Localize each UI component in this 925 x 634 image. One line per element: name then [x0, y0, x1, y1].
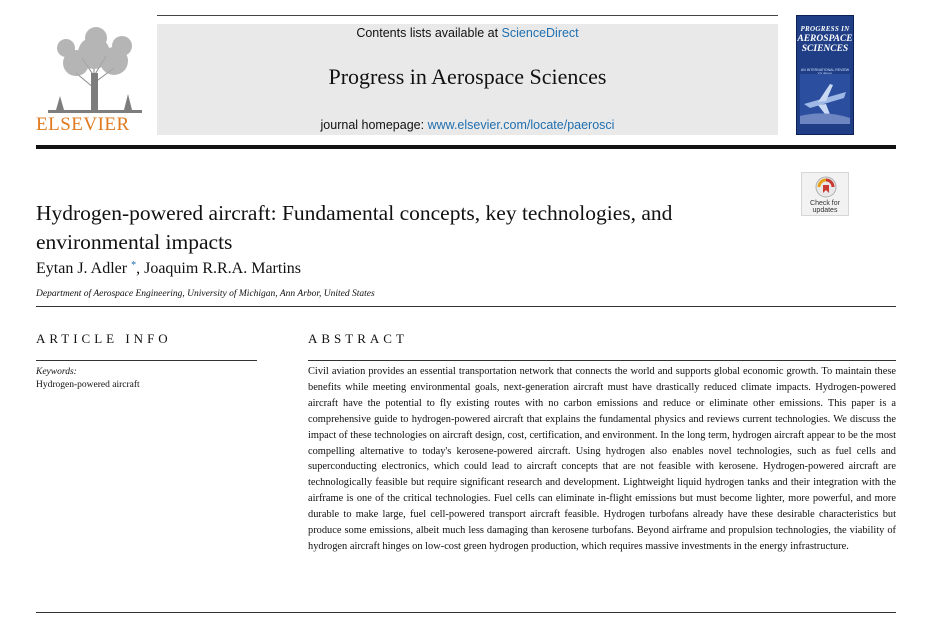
masthead-top-rule: [157, 15, 778, 16]
keyword-item: Hydrogen-powered aircraft: [36, 380, 140, 390]
abstract-rule: [308, 360, 896, 361]
check-for-updates-badge[interactable]: [801, 172, 849, 216]
author-martins[interactable]: Joaquim R.R.A. Martins: [144, 260, 301, 277]
author-adler[interactable]: Eytan J. Adler: [36, 260, 128, 277]
cover-aircraft-icon: [800, 74, 850, 124]
author-separator: ,: [136, 260, 145, 277]
cover-title-line2: AEROSPACE: [797, 34, 853, 44]
abstract-body: Civil aviation provides an essential transportation network that connects the world and supports global economic growth. To maintain these benefits while meeting environmental goals, next-generation aircraft must have drastically reduced climate impacts. Hydrogen-powered aircraft have the potential to fly existing routes with no carbon emissions and reduce or eliminate other emissions. This paper is a comprehensive guide to hydrogen-powered aircraft that explains the fundamental physics and reviews current technologies. We discuss the impact of these technologies on aircraft design, cost, certification, and environment. In the long term, hydrogen aircraft appear to be the most compelling alternative to today's kerosene-powered aircraft. Using hydrogen also enables novel technologies, such as fuel cells and superconducting electronics, which could lead to aircraft concepts that are not feasible with kerosene. Hydrogen-powered aircraft are technologically feasible but require significant research and development. Lightweight liquid hydrogen tanks and their integration with the airframe is one of the critical technologies. Fuel cells can eliminate in-flight emissions but must become lighter, more powerful, and more durable to make large, fuel cell-powered transport aircraft feasible. Hydrogen turbofans already have these desirable characteristics but produce some emissions, albeit much less damaging than kerosene turbofans. Beyond airframe and propulsion technologies, the viability of hydrogen aircraft hinges on low-cost green hydrogen production, which requires massive investments in the energy infrastructure.: [308, 366, 896, 552]
badge-line2: updates: [812, 207, 838, 214]
badge-line1: Check for: [810, 200, 840, 207]
cover-title-line1: PROGRESS IN: [800, 25, 850, 33]
homepage-prefix: journal homepage:: [320, 118, 428, 132]
article-info-rule: [36, 360, 257, 361]
check-for-updates-icon: [815, 176, 837, 198]
abstract-bottom-rule: [36, 612, 896, 613]
header-divider: [36, 145, 896, 149]
sciencedirect-link[interactable]: ScienceDirect: [501, 26, 579, 40]
cover-subtitle: AN INTERNATIONAL REVIEW: [800, 68, 850, 72]
journal-title: Progress in Aerospace Sciences: [328, 64, 607, 89]
cover-title: [797, 24, 853, 54]
abstract-heading: ABSTRACT: [308, 331, 408, 346]
article-info-heading: ARTICLE INFO: [36, 331, 172, 346]
keywords-label: Keywords:: [36, 367, 77, 377]
journal-cover[interactable]: [796, 15, 854, 135]
contents-prefix: Contents lists available at: [356, 26, 502, 40]
homepage-line: [157, 118, 778, 132]
affiliation-divider: [36, 306, 896, 307]
cover-title-line3: SCIENCES: [801, 44, 849, 54]
contents-line: [157, 26, 778, 40]
author-list: [36, 260, 636, 278]
corresponding-author-mark[interactable]: *: [131, 260, 137, 271]
journal-homepage-link[interactable]: www.elsevier.com/locate/paerosci: [427, 118, 615, 132]
paper-title: Hydrogen-powered aircraft: Fundamental concepts, key technologies, and environmental impacts: [36, 201, 673, 254]
publisher-name: ELSEVIER: [36, 114, 130, 135]
affiliation: Department of Aerospace Engineering, University of Michigan, Ann Arbor, United States: [36, 289, 375, 299]
badge-text: [802, 200, 848, 214]
